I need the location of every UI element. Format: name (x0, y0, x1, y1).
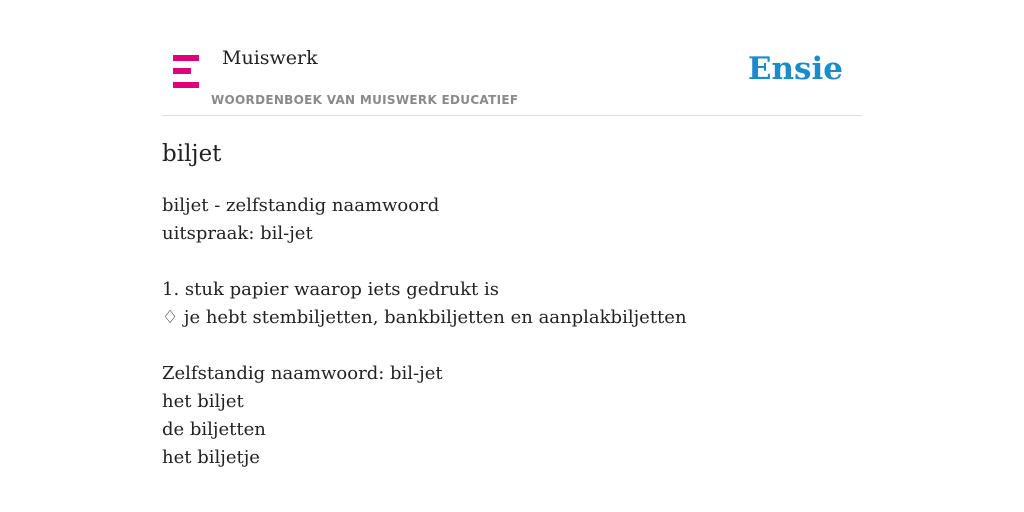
entry-form-singular: het biljet (162, 391, 244, 412)
entry-spacer (162, 248, 862, 276)
site-subtitle: WOORDENBOEK VAN MUISWERK EDUCATIEF (211, 93, 519, 107)
entry-body (162, 192, 862, 472)
logo-bar (173, 82, 199, 88)
entry-form-diminutive: het biljetje (162, 447, 260, 468)
logo-bar (173, 68, 191, 74)
entry-spacer (162, 332, 862, 360)
site-name[interactable]: Muiswerk (222, 47, 318, 69)
entry-pronunciation-line: uitspraak: bil-jet (162, 223, 313, 244)
ensie-brand-logo[interactable]: Ensie (747, 51, 843, 87)
entry-hyphenation-line: Zelfstandig naamwoord: bil-jet (162, 363, 443, 384)
site-header (162, 0, 862, 116)
headword-title: biljet (162, 141, 222, 167)
entry-content (162, 138, 862, 472)
entry-form-plural: de biljetten (162, 419, 266, 440)
logo-bar (173, 55, 199, 61)
entry-definition-line: 1. stuk papier waarop iets gedrukt is (162, 279, 500, 300)
entry-example-line: ♢ je hebt stembiljetten, bankbiljetten en aanplakbiljetten (162, 307, 687, 328)
entry-pos-line: biljet - zelfstandig naamwoord (162, 195, 440, 216)
muiswerk-logo-icon[interactable] (173, 55, 201, 88)
